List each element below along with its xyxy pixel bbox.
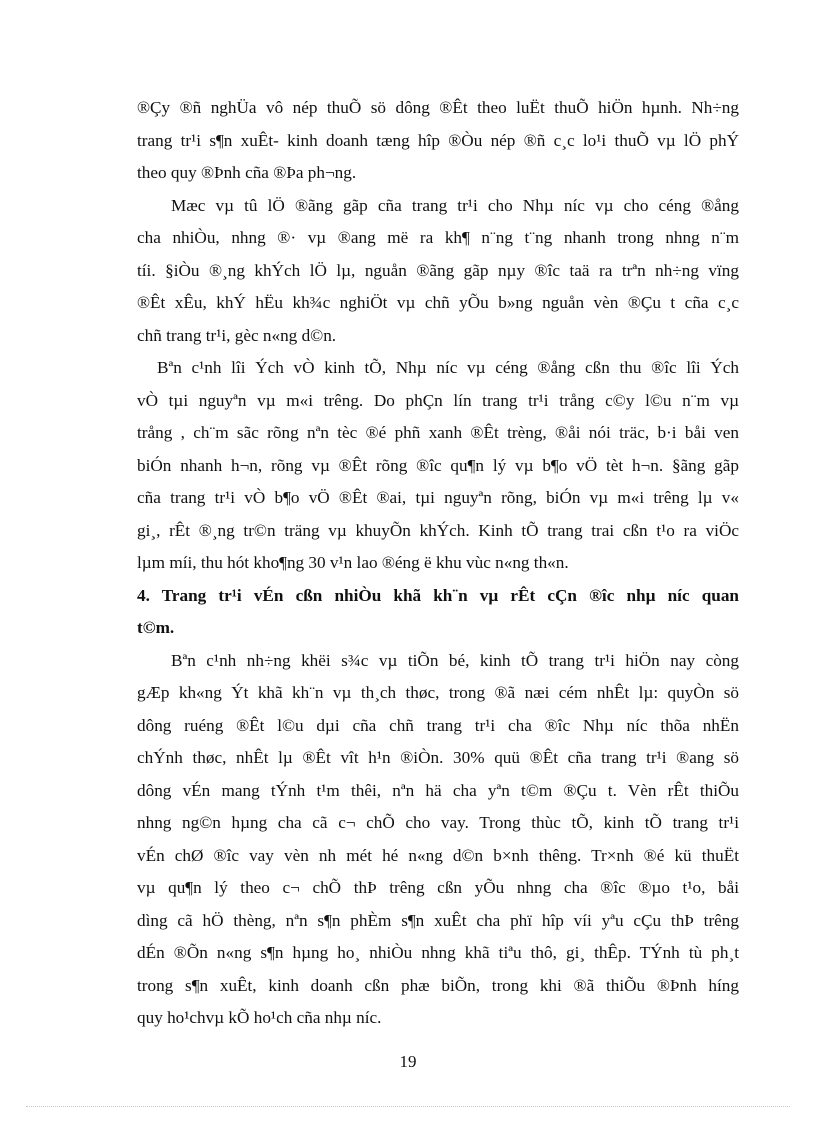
text-line: lµm míi, thu hót kho¶ng 30 v¹n lao ®éng ë khu vùc n«ng th«n. bbox=[137, 553, 569, 572]
text-line: biÓn nhanh h¬n, rõng vµ ®Êt rõng ®îc qu¶n lý vµ b¶o vÖ tèt h¬n. §ãng gãp bbox=[137, 455, 739, 475]
text-line: cña trang tr¹i vÒ b¶o vÖ ®Êt ®ai, tµi nguyªn rõng, biÓn vµ m«i trêng lµ v« bbox=[137, 488, 739, 507]
text-line: vÒ tµi nguyªn vµ m«i trêng. Do phÇn lín trang tr¹i trång c©y l©u n¨m vµ bbox=[137, 390, 739, 410]
text-line: theo quy ®Þnh cña ®Þa ph¬ng. bbox=[137, 163, 357, 182]
text-line: trang tr¹i s¶n xuÊt- kinh doanh tæng hîp ®Òu nép ®ñ c¸c lo¹i thuÕ vµ lÖ phÝ bbox=[137, 130, 739, 150]
text-line: vµ qu¶n lý theo c¬ chÕ thÞ trêng cßn yÕu nhng cha ®îc ®µo t¹o, båi bbox=[137, 878, 739, 897]
text-line: gÆp kh«ng Ýt khã kh¨n vµ th¸ch thøc, trong ®ã næi cém nhÊt lµ: quyÒn sö bbox=[137, 683, 739, 702]
text-line: tíi. §iÒu ®¸ng khÝch lÖ lµ, nguån ®ãng gãp nµy ®îc taä ra trªn nh÷ng vïng bbox=[137, 260, 739, 280]
text-line: dông ruéng ®Êt l©u dµi cña chñ trang tr¹i cha ®îc Nhµ níc thõa nhËn bbox=[137, 715, 739, 735]
text-line: vÉn chØ ®îc vay vèn nh mét hé n«ng d©n b×nh thêng. Tr×nh ®é kü thuËt bbox=[137, 845, 739, 865]
text-line: dìng cã hÖ thèng, nªn s¶n phÈm s¶n xuÊt cha phï hîp víi yªu cÇu thÞ trêng bbox=[137, 910, 739, 930]
section-heading-line: 4. Trang tr¹i vÉn cßn nhiÒu khã kh¨n vµ rÊt cÇn ®îc nhµ níc quan bbox=[137, 585, 739, 605]
text-line: ®Çy ®ñ nghÜa vô nép thuÕ sö dông ®Êt theo luËt thuÕ hiÖn hµnh. Nh÷ng bbox=[137, 98, 739, 117]
text-line: quy ho¹chvµ kÕ ho¹ch cña nhµ níc. bbox=[137, 1008, 382, 1027]
footer-divider bbox=[26, 1106, 790, 1107]
text-line: ®Êt xÊu, khÝ hËu kh¾c nghiÖt vµ chñ yÕu b»ng nguån vèn ®Çu t cña c¸c bbox=[137, 293, 739, 312]
text-line: cha nhiÒu, nhng ®· vµ ®ang më ra kh¶ n¨ng t¨ng nhanh trong nhng n¨m bbox=[137, 228, 739, 247]
section-heading-line: t©m. bbox=[137, 618, 175, 637]
text-line: gi¸, rÊt ®¸ng tr©n träng vµ khuyÕn khÝch. Kinh tÕ trang trai cßn t¹o ra viÖc bbox=[137, 520, 739, 540]
text-line: Mæc vµ tû lÖ ®ãng gãp cña trang tr¹i cho Nhµ níc vµ cho céng ®ång bbox=[171, 195, 739, 215]
body-text bbox=[137, 92, 739, 1035]
text-line: trong s¶n xuÊt, kinh doanh cßn phæ biÕn, trong khi ®ã thiÕu ®Þnh híng bbox=[137, 975, 739, 995]
text-line: trång , ch¨m sãc rõng nªn tèc ®é phñ xanh ®Êt trèng, ®åi nói träc, b·i båi ven bbox=[137, 423, 739, 442]
text-line: chñ trang tr¹i, gèc n«ng d©n. bbox=[137, 325, 337, 345]
text-line: Bªn c¹nh lîi Ých vÒ kinh tÕ, Nhµ níc vµ céng ®ång cßn thu ®îc lîi Ých bbox=[157, 358, 739, 377]
text-line: dÉn ®Õn n«ng s¶n hµng ho¸ nhiÒu nhng khã tiªu thô, gi¸ thÊp. TÝnh tù ph¸t bbox=[137, 943, 739, 962]
page-number: 19 bbox=[399, 1052, 417, 1071]
text-line: chÝnh thøc, nhÊt lµ ®Êt vît h¹n ®iÒn. 30% quü ®Êt cña trang tr¹i ®ang sö bbox=[137, 748, 739, 767]
text-line: dông vÉn mang tÝnh t¹m thêi, nªn hä cha yªn t©m ®Çu t. Vèn rÊt thiÕu bbox=[137, 780, 739, 800]
text-line: Bªn c¹nh nh÷ng khëi s¾c vµ tiÕn bé, kinh tÕ trang tr¹i hiÖn nay còng bbox=[171, 650, 739, 670]
text-line: nhng ng©n hµng cha cã c¬ chÕ cho vay. Trong thùc tÕ, kinh tÕ trang tr¹i bbox=[137, 813, 739, 832]
